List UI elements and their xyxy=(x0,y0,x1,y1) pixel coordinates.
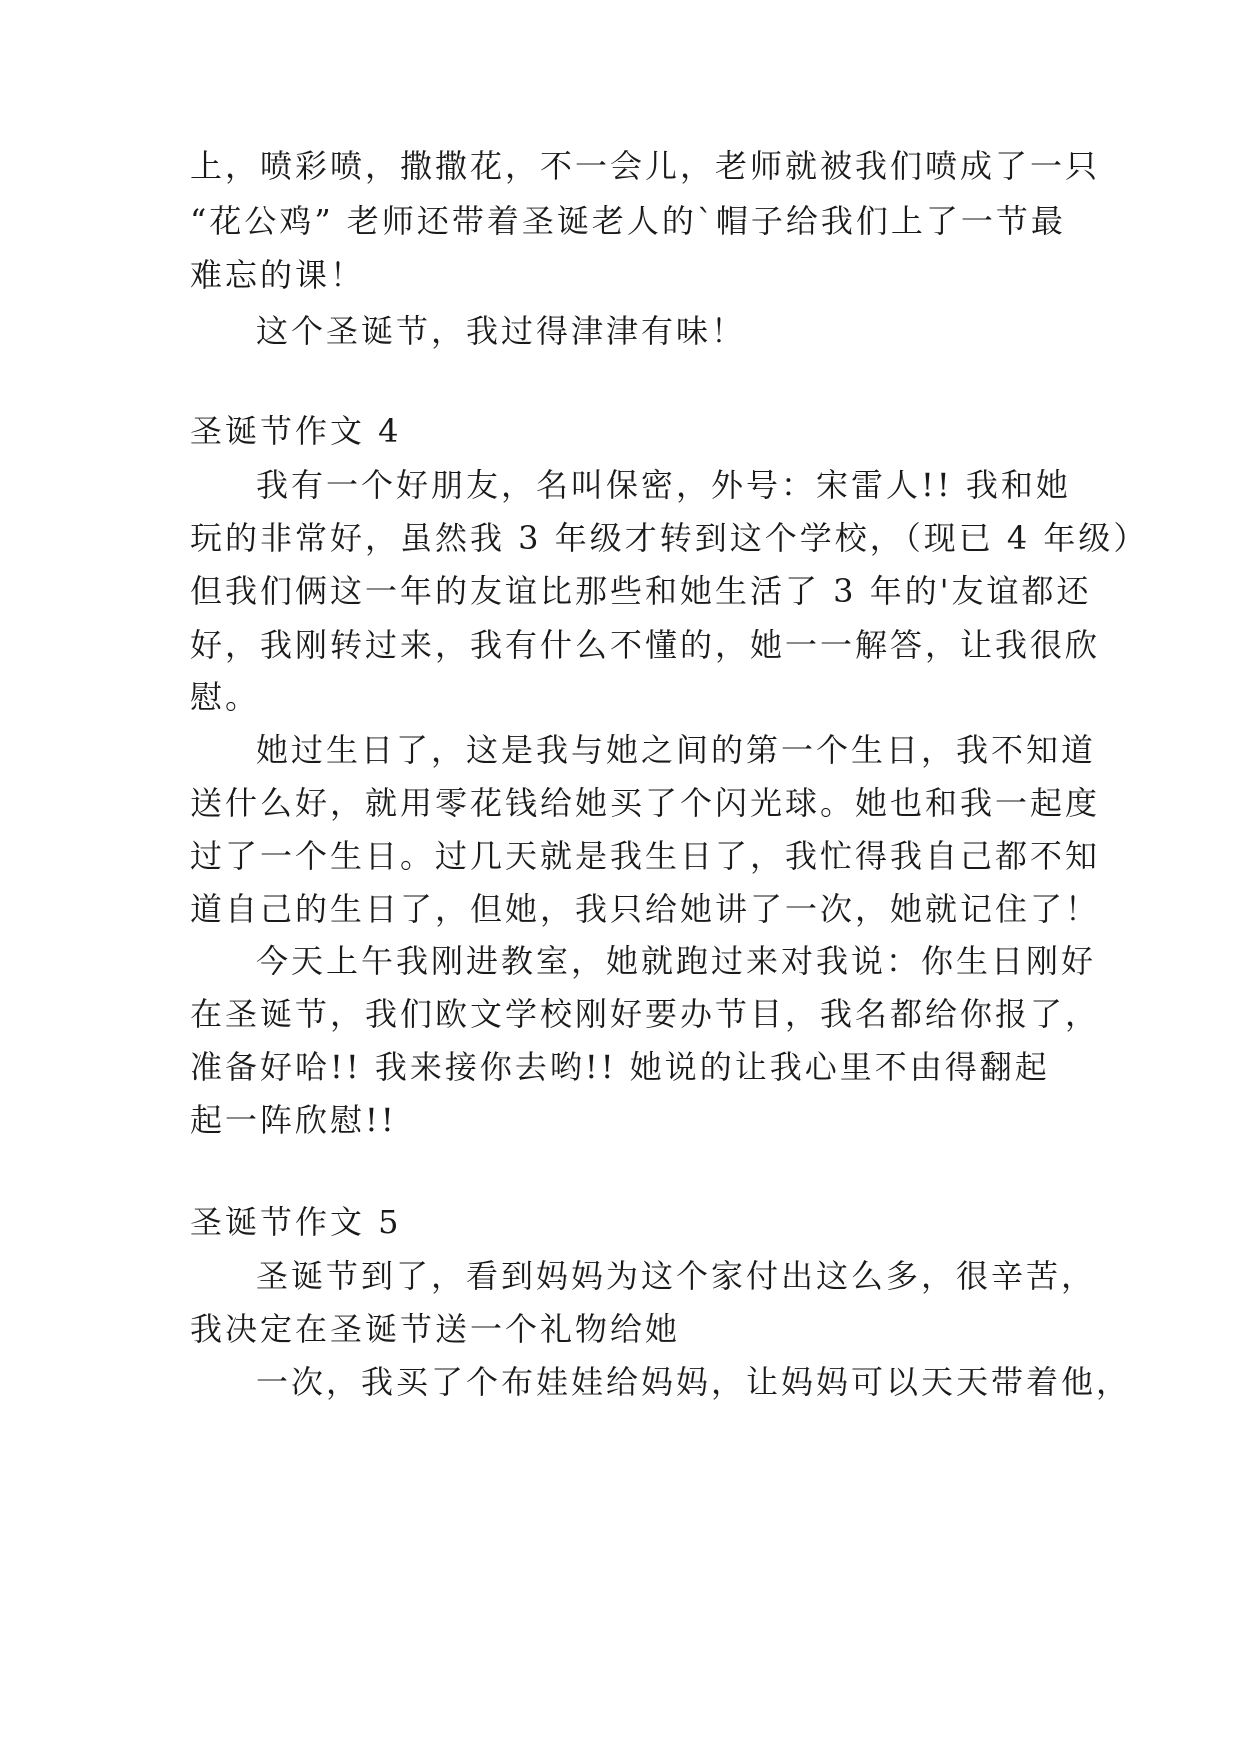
paragraph-line: 我有一个好朋友，名叫保密，外号：宋雷人!! 我和她 xyxy=(256,466,1071,504)
paragraph-line: 玩的非常好，虽然我 3 年级才转到这个学校，（现已 4 年级） xyxy=(190,519,1149,557)
paragraph-line: 她过生日了，这是我与她之间的第一个生日，我不知道 xyxy=(256,731,1097,769)
paragraph-line: 过了一个生日。过几天就是我生日了，我忙得我自己都不知 xyxy=(190,837,1101,875)
paragraph-line: 送什么好，就用零花钱给她买了个闪光球。她也和我一起度 xyxy=(190,784,1101,822)
section-heading: 圣诞节作文 4 xyxy=(190,412,402,450)
paragraph-line: 准备好哈!! 我来接你去哟!! 她说的让我心里不由得翻起 xyxy=(190,1048,1050,1086)
paragraph-line: 一次，我买了个布娃娃给妈妈，让妈妈可以天天带着他， xyxy=(256,1363,1132,1401)
paragraph-line: 上，喷彩喷，撒撒花，不一会儿，老师就被我们喷成了一只 xyxy=(190,147,1101,185)
paragraph-line: 慰。 xyxy=(190,678,261,716)
paragraph-line: 圣诞节到了，看到妈妈为这个家付出这么多，很辛苦， xyxy=(256,1257,1097,1295)
section-heading: 圣诞节作文 5 xyxy=(190,1203,402,1241)
paragraph-line: “花公鸡” 老师还带着圣诞老人的`帽子给我们上了一节最 xyxy=(190,202,1066,240)
paragraph-line: 但我们俩这一年的友谊比那些和她生活了 3 年的'友谊都还 xyxy=(190,572,1092,610)
paragraph-line: 道自己的生日了，但她，我只给她讲了一次，她就记住了！ xyxy=(190,890,1101,928)
paragraph-line: 好，我刚转过来，我有什么不懂的，她一一解答，让我很欣 xyxy=(190,626,1101,664)
paragraph-line: 起一阵欣慰!! xyxy=(190,1101,397,1139)
paragraph-line: 我决定在圣诞节送一个礼物给她 xyxy=(190,1310,681,1348)
paragraph-line: 在圣诞节，我们欧文学校刚好要办节目，我名都给你报了， xyxy=(190,995,1101,1033)
paragraph-line: 今天上午我刚进教室，她就跑过来对我说：你生日刚好 xyxy=(256,942,1097,980)
paragraph-line: 这个圣诞节，我过得津津有味！ xyxy=(256,312,747,350)
paragraph-line: 难忘的课！ xyxy=(190,256,366,294)
